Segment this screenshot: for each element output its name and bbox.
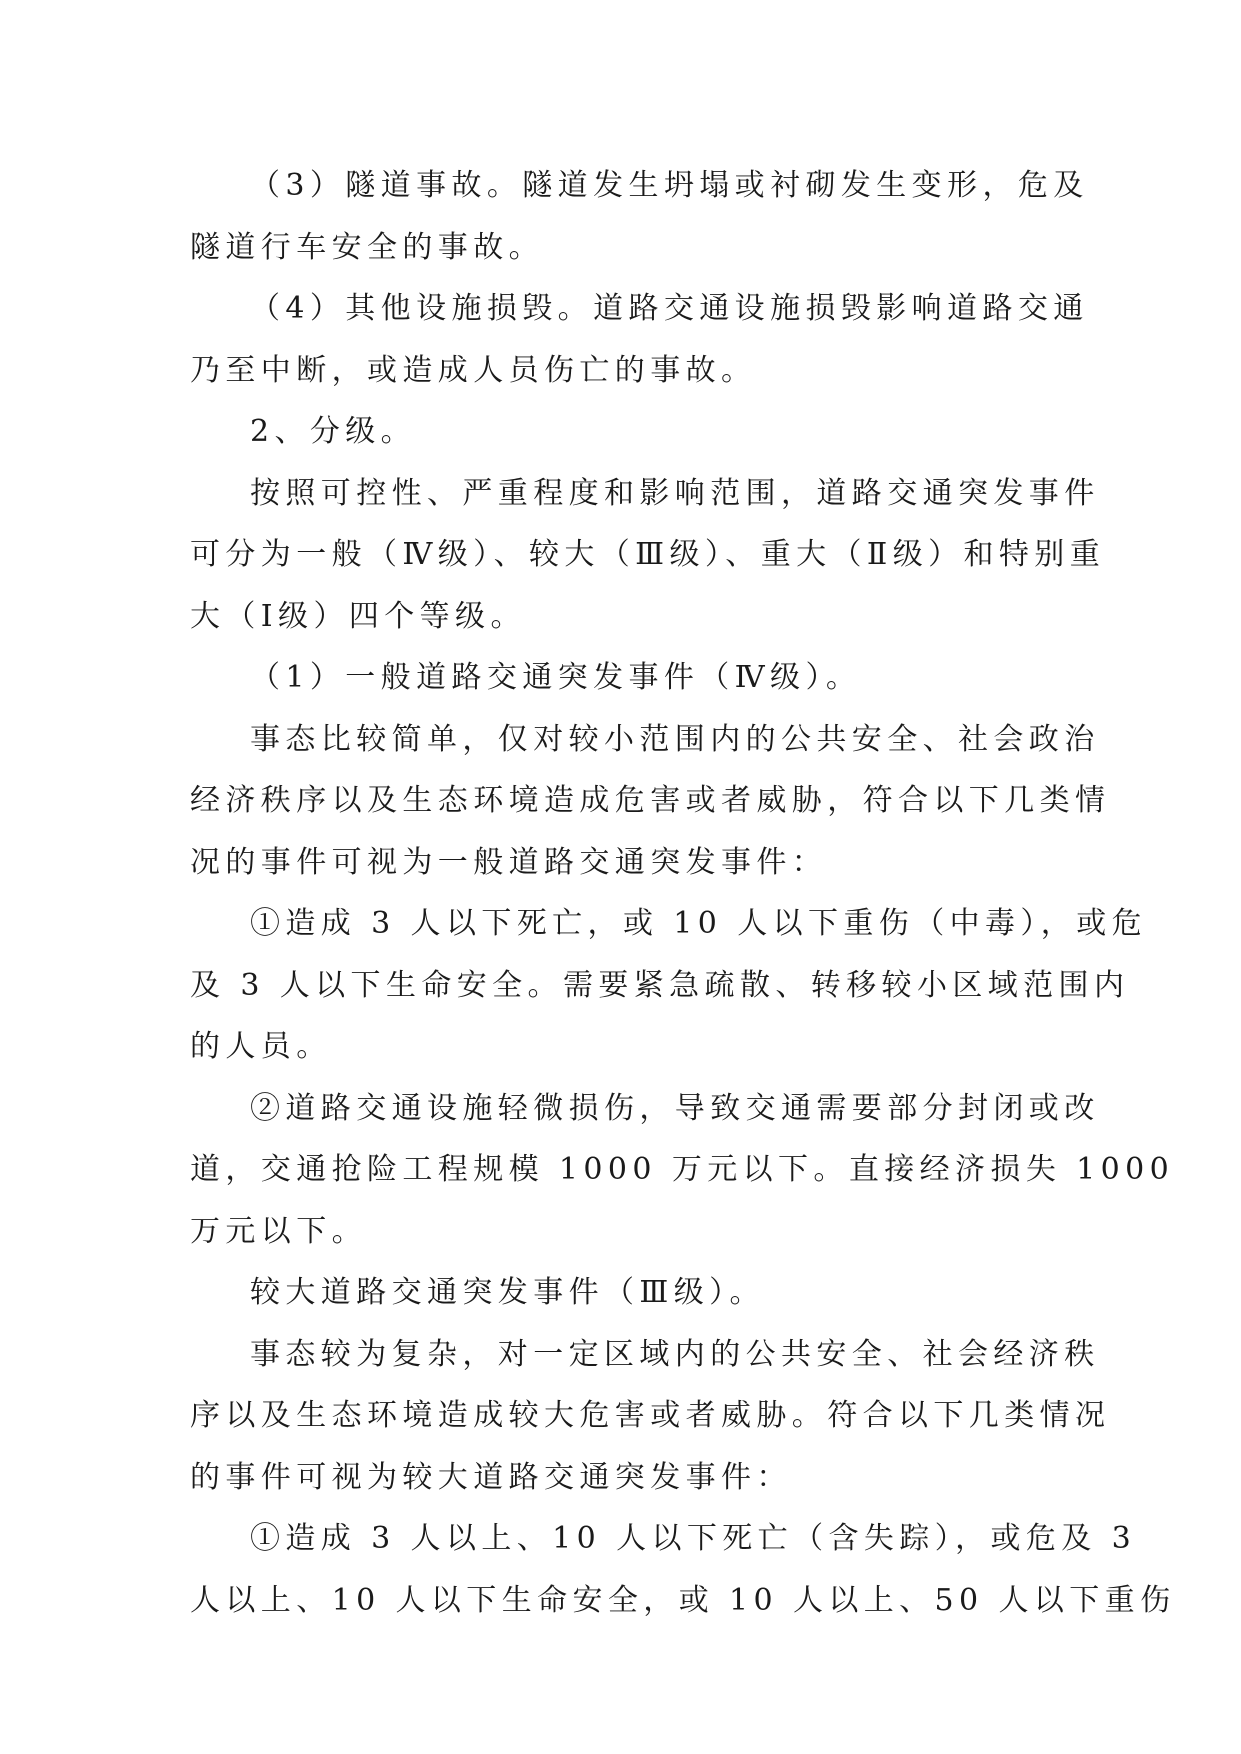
text-line: 况的事件可视为一般道路交通突发事件： (190, 844, 828, 880)
text-line: 万元以下。 (190, 1213, 367, 1249)
text-line: 的事件可视为较大道路交通突发事件： (190, 1459, 792, 1495)
text-line: 事态比较简单，仅对较小范围内的公共安全、社会政治 (250, 721, 1100, 757)
text-line: 乃至中断，或造成人员伤亡的事故。 (190, 352, 757, 388)
section-heading: 2、分级。 (250, 414, 417, 449)
text-line: （4）其他设施损毁。道路交通设施损毁影响道路交通 (250, 291, 1089, 326)
text-line: 及 3 人以下生命安全。需要紧急疏散、转移较小区域范围内 (190, 967, 1130, 1003)
text-line: 可分为一般（Ⅳ级）、较大（Ⅲ级）、重大（Ⅱ级）和特别重 (190, 537, 1106, 572)
text-line: 隧道行车安全的事故。 (190, 229, 544, 265)
list-item: ②道路交通设施轻微损伤，导致交通需要部分封闭或改 (250, 1090, 1100, 1126)
text-line: 经济秩序以及生态环境造成危害或者威胁，符合以下几类情 (190, 783, 1111, 818)
text-line: 的人员。 (190, 1029, 332, 1064)
subsection-heading: 较大道路交通突发事件（Ⅲ级）。 (250, 1275, 765, 1310)
text-line: 大（Ⅰ级）四个等级。 (190, 598, 526, 634)
text-line: 事态较为复杂，对一定区域内的公共安全、社会经济秩 (250, 1336, 1100, 1372)
text-line: 道，交通抢险工程规模 1000 万元以下。直接经济损失 1000 (190, 1152, 1175, 1187)
subsection-heading: （1）一般道路交通突发事件（Ⅳ级）。 (250, 660, 862, 695)
text-line: 序以及生态环境造成较大危害或者威胁。符合以下几类情况 (190, 1398, 1111, 1433)
text-line: （3）隧道事故。隧道发生坍塌或衬砌发生变形，危及 (250, 168, 1089, 203)
text-line: 按照可控性、严重程度和影响范围，道路交通突发事件 (250, 475, 1100, 511)
text-line: 人以上、10 人以下生命安全，或 10 人以上、50 人以下重伤 (190, 1582, 1176, 1618)
list-item: ①造成 3 人以上、10 人以下死亡（含失踪），或危及 3 (250, 1521, 1137, 1556)
document-body (190, 155, 1176, 1631)
list-item: ①造成 3 人以下死亡，或 10 人以下重伤（中毒），或危 (250, 906, 1148, 941)
